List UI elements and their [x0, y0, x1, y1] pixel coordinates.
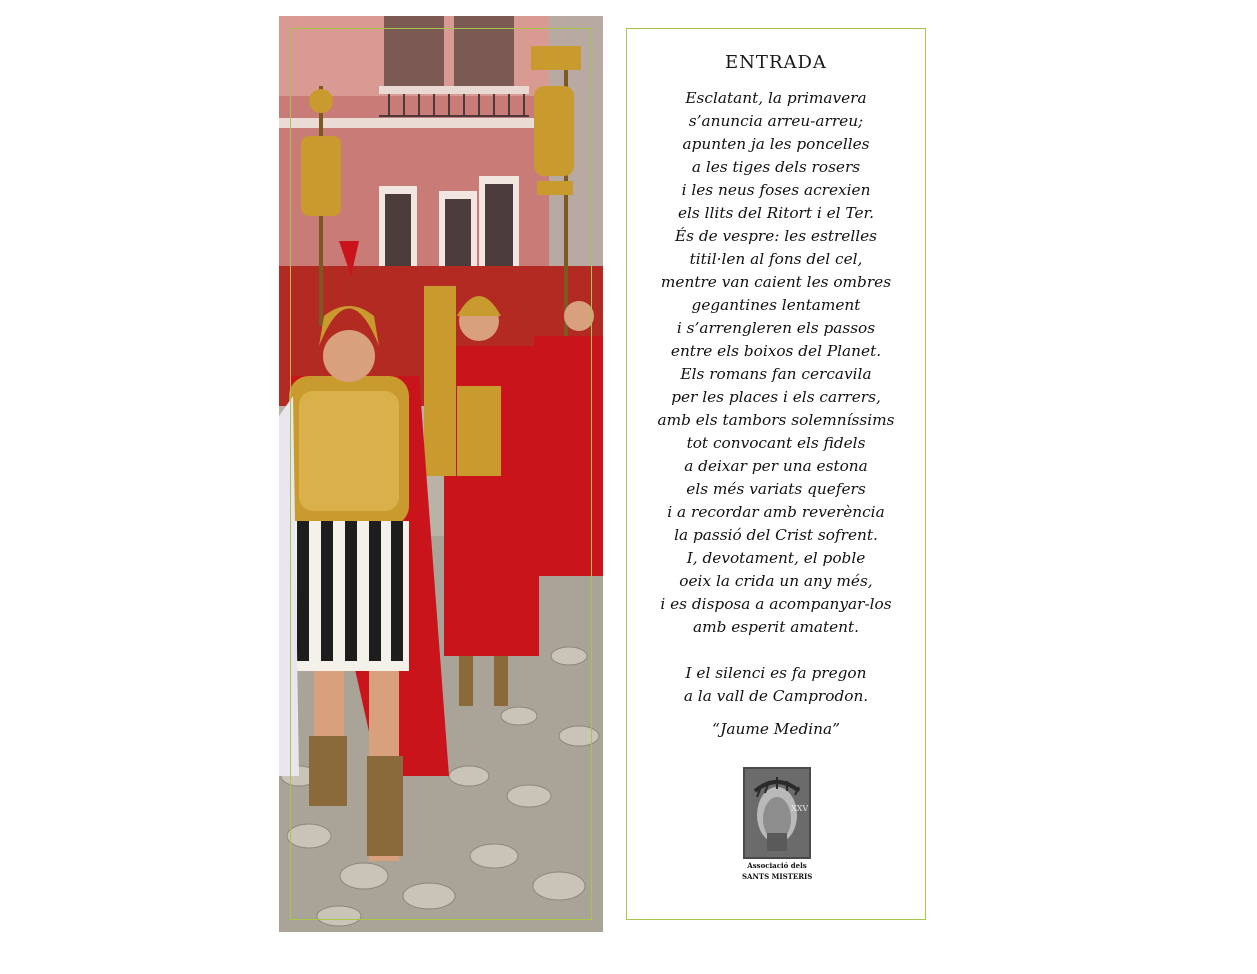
poem-line: mentre van caient les ombres	[660, 273, 892, 291]
logo-line-1: Associació dels	[747, 861, 807, 870]
poem-line: És de vespre: les estrelles	[674, 227, 878, 245]
poem-line: Els romans fan cercavila	[680, 365, 872, 383]
poem-line: i s’arrengleren els passos	[676, 319, 876, 337]
poem-line: I el silenci es fa pregon	[685, 664, 867, 682]
page-title: entrada	[725, 45, 827, 75]
poem-line: i a recordar amb reverència	[667, 503, 885, 521]
procession-photo	[279, 16, 603, 932]
christ-crown-of-thorns-logo	[743, 767, 811, 859]
association-logo	[742, 767, 812, 881]
logo-badge: XXV	[791, 804, 809, 813]
poem-line: entre els boixos del Planet.	[670, 342, 882, 360]
poem-line	[627, 639, 925, 662]
roman-soldiers-procession-photo	[279, 16, 603, 932]
poem-line: tot convocant els fidels	[686, 434, 866, 452]
poem-line: I, devotament, el poble	[686, 549, 866, 567]
logo-line-2: SANTS MISTERIS	[742, 872, 813, 881]
poem-line: i es disposa a acompanyar-los	[660, 595, 892, 613]
poem-line: amb esperit amatent.	[692, 618, 860, 636]
poem-line: els llits del Ritort i el Ter.	[677, 204, 874, 222]
poem-line: amb els tambors solemníssims	[657, 411, 895, 429]
poem-line: apunten ja les poncelles	[682, 135, 870, 153]
poem-line: per les places i els carrers,	[671, 388, 881, 406]
poem-line: gegantines lentament	[691, 296, 861, 314]
poem-line: a les tiges dels rosers	[691, 158, 861, 176]
poem-line: s’anuncia arreu-arreu;	[688, 112, 864, 130]
poem-line: a la vall de Camprodon.	[683, 687, 869, 705]
poem-line: oeix la crida un any més,	[679, 572, 873, 590]
poem-author: “Jaume Medina”	[712, 720, 840, 738]
poem-line: i les neus foses acrexien	[681, 181, 871, 199]
poem-line: la passió del Crist sofrent.	[674, 526, 878, 544]
poem-line: Esclatant, la primavera	[685, 89, 867, 107]
poem-line: titil·len al fons del cel,	[689, 250, 863, 268]
poem	[627, 87, 925, 708]
poem-line: a deixar per una estona	[684, 457, 868, 475]
poem-card	[626, 28, 926, 920]
poem-line: els més variats quefers	[686, 480, 866, 498]
